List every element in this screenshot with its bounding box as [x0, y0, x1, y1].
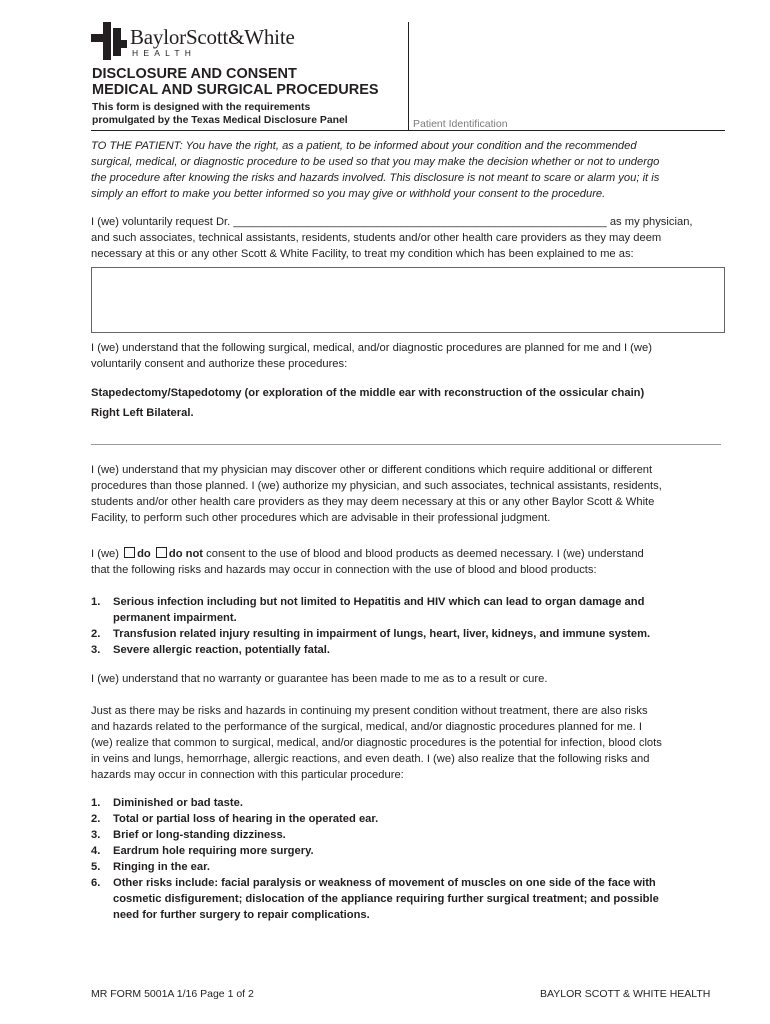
- other-conditions-line: I (we) understand that my physician may discover other or different conditions which require additional or different: [91, 464, 653, 476]
- condition-explanation-field[interactable]: [91, 267, 725, 333]
- procedure-name: Stapedectomy/Stapedotomy (or exploration of the middle ear with reconstruction of the ossicular chain): [91, 387, 645, 399]
- intro-line: surgical, medical, or diagnostic procedure to be used so that you may make the decision whether or not to undergo: [91, 156, 660, 168]
- understand-line: I (we) understand that the following surgical, medical, and/or diagnostic procedures are planned for me and I (we): [91, 342, 652, 354]
- intro-line: the procedure after knowing the risks and hazards involved. This disclosure is not meant to scare or alarm you; it is: [91, 172, 660, 184]
- blood-suffix: consent to the use of blood and blood products as deemed necessary. I (we) understand: [206, 548, 644, 560]
- blood-prefix: I (we): [91, 548, 119, 560]
- procedure-entry-line[interactable]: [91, 444, 721, 445]
- request-line: and such associates, technical assistants, residents, students and/or other health care providers as they may deem: [91, 232, 662, 244]
- risks-intro-line: Just as there may be risks and hazards in continuing my present condition without treatment, there are also risks: [91, 705, 648, 717]
- intro-paragraph: [91, 138, 731, 202]
- procedure-risks-list: [91, 795, 731, 923]
- physician-request-paragraph: [91, 214, 731, 262]
- list-item: 4. Eardrum hole requiring more surgery.: [91, 845, 314, 857]
- brand-name: BaylorScott&White: [130, 25, 295, 49]
- form-number-footer: MR FORM 5001A 1/16 Page 1 of 2: [91, 988, 254, 1000]
- physician-name-field[interactable]: ____________________________________________________________: [233, 216, 607, 228]
- list-item: 5. Ringing in the ear.: [91, 861, 210, 873]
- list-item: 1. Serious infection including but not limited to Hepatitis and HIV which can lead to organ damage and: [91, 596, 645, 608]
- request-line: necessary at this or any other Scott & White Facility, to treat my condition which has been explained to me as:: [91, 248, 634, 260]
- list-item: 2. Total or partial loss of hearing in the operated ear.: [91, 813, 379, 825]
- list-item: 6. Other risks include: facial paralysis or weakness of movement of muscles on one side of the face with: [91, 877, 656, 889]
- list-item: 3. Severe allergic reaction, potentially fatal.: [91, 644, 330, 656]
- request-suffix: as my physician,: [609, 216, 693, 228]
- list-item-continuation: cosmetic disfigurement; dislocation of the appliance requiring further surgical treatment; and possible: [113, 893, 659, 905]
- risks-intro-line: hazards may occur in connection with this particular procedure:: [91, 769, 404, 781]
- procedure-sides: Right Left Bilateral.: [91, 407, 194, 419]
- brand-subtitle: HEALTH: [132, 48, 197, 58]
- blood-risks-list: [91, 594, 731, 658]
- risks-intro-paragraph: [91, 703, 731, 783]
- organization-footer: BAYLOR SCOTT & WHITE HEALTH: [540, 988, 711, 1000]
- understand-paragraph: [91, 340, 731, 372]
- logo-cross-icon: [91, 22, 127, 60]
- intro-line: TO THE PATIENT: You have the right, as a patient, to be informed about your condition and the recommended: [91, 140, 637, 152]
- do-not-label: do not: [168, 548, 204, 560]
- list-item: 2. Transfusion related injury resulting in impairment of lungs, heart, liver, kidneys, and immune system.: [91, 628, 651, 640]
- form-title-line2: MEDICAL AND SURGICAL PROCEDURES: [92, 82, 379, 98]
- procedure-block: [91, 385, 731, 421]
- list-item-continuation: permanent impairment.: [113, 612, 237, 624]
- do-label: do: [137, 548, 151, 560]
- do-not-checkbox[interactable]: [156, 547, 167, 558]
- other-conditions-line: students and/or other health care providers as they may deem necessary at this or any other Baylor Scott & White: [91, 496, 655, 508]
- list-item: 1. Diminished or bad taste.: [91, 797, 243, 809]
- list-item: 3. Brief or long-standing dizziness.: [91, 829, 286, 841]
- understand-line: voluntarily consent and authorize these procedures:: [91, 358, 348, 370]
- do-checkbox[interactable]: [124, 547, 135, 558]
- form-title-line1: DISCLOSURE AND CONSENT: [92, 66, 297, 82]
- form-subtitle-line2: promulgated by the Texas Medical Disclosure Panel: [92, 115, 348, 126]
- other-conditions-line: Facility, to perform such other procedures which are advisable in their professional judgment.: [91, 512, 551, 524]
- list-item-continuation: need for further surgery to repair complications.: [113, 909, 370, 921]
- other-conditions-paragraph: [91, 462, 731, 526]
- risks-intro-line: (we) realize that common to surgical, medical, and/or diagnostic procedures is the potential for infection, blood clots: [91, 737, 662, 749]
- blood-consent-paragraph: [91, 546, 731, 578]
- risks-intro-line: and hazards related to the performance of the surgical, medical, and/or diagnostic procedures planned for me. I: [91, 721, 642, 733]
- header-divider-vertical: [408, 22, 409, 130]
- blood-line: that the following risks and hazards may occur in connection with the use of blood and blood products:: [91, 564, 597, 576]
- patient-identification-label: Patient Identification: [413, 118, 508, 130]
- form-subtitle-line1: This form is designed with the requirements: [92, 102, 311, 113]
- risks-intro-line: in veins and lungs, hemorrhage, allergic reactions, and even death. I (we) also realize that the following risks and: [91, 753, 650, 765]
- warranty-statement: I (we) understand that no warranty or guarantee has been made to me as to a result or cure.: [91, 673, 548, 685]
- intro-line: simply an effort to make you better informed so you may give or withhold your consent to the procedure.: [91, 188, 606, 200]
- request-prefix: I (we) voluntarily request Dr.: [91, 216, 231, 228]
- other-conditions-line: procedures than those planned. I (we) authorize my physician, and such associates, technical assistants, residents,: [91, 480, 662, 492]
- header-divider-horizontal: [91, 130, 725, 131]
